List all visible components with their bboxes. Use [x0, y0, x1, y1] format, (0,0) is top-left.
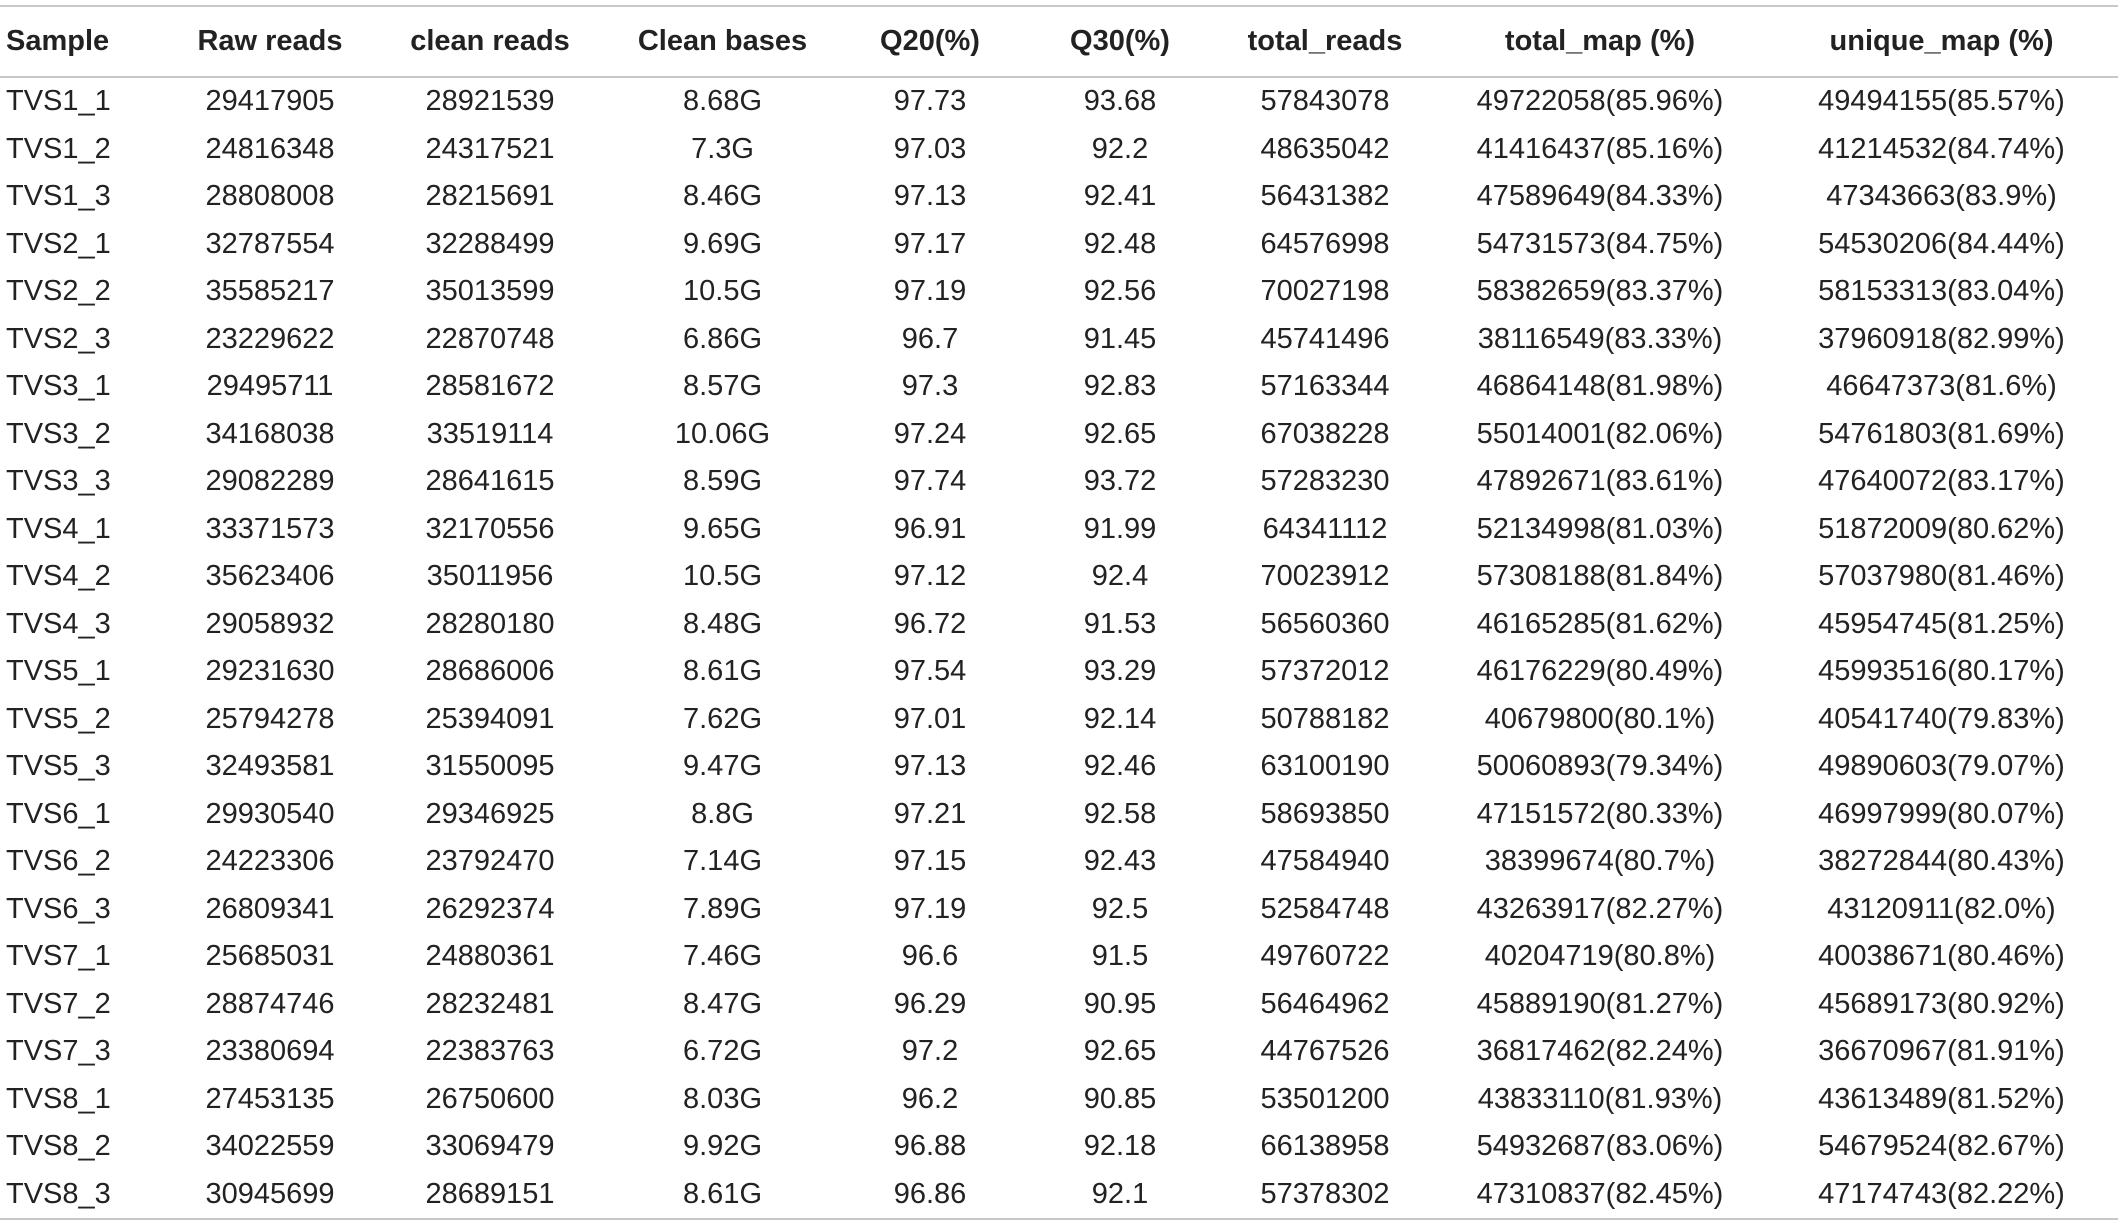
- table-cell: 45741496: [1260, 322, 1390, 355]
- table-cell: 40679800(80.1%): [1484, 702, 1716, 735]
- table-cell: 54932687(83.06%): [1476, 1130, 1724, 1163]
- table-cell: 29417905: [205, 85, 335, 118]
- table-cell: 35585217: [205, 275, 335, 308]
- table-cell: 43613489(81.52%): [1818, 1082, 2065, 1115]
- table-cell: 97.01: [893, 702, 967, 735]
- table-cell: 46165285(81.62%): [1476, 607, 1724, 640]
- table-cell: 27453135: [205, 1082, 335, 1115]
- table-cell: 9.65G: [683, 512, 762, 545]
- table-cell: 96.72: [893, 607, 967, 640]
- table-cell: 64576998: [1260, 227, 1390, 260]
- table-row: [0, 268, 2118, 316]
- table-cell: 47151572(80.33%): [1476, 797, 1724, 830]
- table-cell: 8.57G: [683, 370, 762, 403]
- table-cell: 96.29: [893, 987, 967, 1020]
- table-cell: 25685031: [205, 940, 335, 973]
- table-cell: 23792470: [425, 845, 555, 878]
- table-cell: 57308188(81.84%): [1476, 560, 1724, 593]
- table-cell: 47892671(83.61%): [1476, 465, 1724, 498]
- table-cell: 7.89G: [683, 892, 762, 925]
- table-row: [0, 696, 2118, 744]
- table-cell: 90.85: [1083, 1082, 1157, 1115]
- table-cell: 9.92G: [683, 1130, 762, 1163]
- sequencing-stats-table: [0, 5, 2118, 1220]
- table-cell: 45954745(81.25%): [1818, 607, 2065, 640]
- table-cell: 96.2: [901, 1082, 959, 1115]
- table-cell: 29231630: [205, 655, 335, 688]
- sample-cell: TVS3_2: [6, 417, 111, 450]
- table-row: [0, 886, 2118, 934]
- table-cell: 6.86G: [683, 322, 762, 355]
- table-cell: 29495711: [206, 370, 334, 403]
- column-header: total_reads: [1215, 6, 1435, 77]
- sample-cell: TVS5_3: [6, 750, 111, 783]
- table-row: [0, 506, 2118, 554]
- table-cell: 54679524(82.67%): [1818, 1130, 2065, 1163]
- table-cell: 90.95: [1083, 987, 1157, 1020]
- sample-cell: TVS3_1: [6, 370, 111, 403]
- table-cell: 8.46G: [683, 180, 762, 213]
- header-row: [0, 6, 2118, 77]
- table-cell: 92.56: [1083, 275, 1157, 308]
- table-cell: 28215691: [425, 180, 555, 213]
- table-cell: 40038671(80.46%): [1818, 940, 2065, 973]
- sample-cell: TVS8_2: [6, 1130, 111, 1163]
- table-cell: 32170556: [425, 512, 555, 545]
- table-cell: 97.19: [893, 892, 967, 925]
- table-cell: 92.41: [1083, 180, 1157, 213]
- table-cell: 25394091: [425, 702, 555, 735]
- table-cell: 33371573: [205, 512, 335, 545]
- table-cell: 50788182: [1260, 702, 1390, 735]
- table-cell: 46176229(80.49%): [1476, 655, 1724, 688]
- sample-cell: TVS4_2: [6, 560, 111, 593]
- table-cell: 97.13: [893, 750, 967, 783]
- sample-cell: TVS7_3: [6, 1035, 111, 1068]
- table-cell: 97.21: [893, 797, 967, 830]
- table-cell: 23229622: [205, 322, 335, 355]
- table-cell: 54530206(84.44%): [1818, 227, 2065, 260]
- sample-cell: TVS5_1: [6, 655, 111, 688]
- table-cell: 40204719(80.8%): [1484, 940, 1716, 973]
- table-cell: 92.4: [1091, 560, 1149, 593]
- table-cell: 47343663(83.9%): [1826, 180, 2057, 213]
- table-cell: 50060893(79.34%): [1476, 750, 1724, 783]
- table-cell: 49722058(85.96%): [1476, 85, 1724, 118]
- table-cell: 9.69G: [683, 227, 762, 260]
- table-cell: 56431382: [1260, 180, 1390, 213]
- table-row: [0, 743, 2118, 791]
- table-cell: 56560360: [1260, 607, 1390, 640]
- table-cell: 24880361: [425, 940, 555, 973]
- table-cell: 58693850: [1260, 797, 1390, 830]
- table-cell: 22870748: [425, 322, 555, 355]
- table-cell: 97.3: [901, 370, 959, 403]
- table-cell: 92.14: [1083, 702, 1157, 735]
- table-cell: 66138958: [1260, 1130, 1390, 1163]
- sample-cell: TVS1_1: [6, 85, 111, 118]
- table-cell: 24317521: [425, 132, 555, 165]
- table-cell: 31550095: [425, 750, 555, 783]
- table-cell: 97.17: [893, 227, 967, 260]
- table-row: [0, 173, 2118, 221]
- table-cell: 97.03: [893, 132, 967, 165]
- table-cell: 33519114: [426, 417, 554, 450]
- table-cell: 28581672: [425, 370, 555, 403]
- table-cell: 8.8G: [691, 797, 754, 830]
- table-cell: 10.06G: [674, 417, 771, 450]
- table-cell: 33069479: [425, 1130, 555, 1163]
- column-header: Q20(%): [835, 6, 1025, 77]
- table-cell: 10.5G: [683, 275, 762, 308]
- table-row: [0, 1123, 2118, 1171]
- table-cell: 92.48: [1083, 227, 1157, 260]
- table-cell: 92.18: [1083, 1130, 1157, 1163]
- table-cell: 97.13: [893, 180, 967, 213]
- table-header: [0, 6, 2118, 77]
- table-cell: 43263917(82.27%): [1476, 892, 1724, 925]
- table-cell: 91.99: [1083, 512, 1157, 545]
- table-cell: 52584748: [1260, 892, 1390, 925]
- table-cell: 34022559: [205, 1130, 335, 1163]
- table-cell: 28921539: [425, 85, 555, 118]
- table-cell: 7.14G: [683, 845, 762, 878]
- table-cell: 92.43: [1083, 845, 1157, 878]
- table-cell: 44767526: [1260, 1035, 1390, 1068]
- table-cell: 54731573(84.75%): [1476, 227, 1724, 260]
- table-cell: 92.1: [1025, 1171, 1215, 1220]
- table-cell: 46864148(81.98%): [1476, 370, 1724, 403]
- table-cell: 97.74: [893, 465, 967, 498]
- table-row: [0, 1076, 2118, 1124]
- table-cell: 24223306: [205, 845, 335, 878]
- table-cell: 57037980(81.46%): [1818, 560, 2065, 593]
- table-cell: 22383763: [425, 1035, 555, 1068]
- sample-cell: TVS8_1: [6, 1082, 111, 1115]
- table-cell: 8.68G: [683, 85, 762, 118]
- table-cell: 96.7: [901, 322, 959, 355]
- table-cell: 26809341: [205, 892, 335, 925]
- column-header: Sample: [0, 6, 170, 77]
- table-cell: 91.53: [1083, 607, 1157, 640]
- table-cell: 40541740(79.83%): [1818, 702, 2065, 735]
- table-cell: 96.91: [893, 512, 967, 545]
- table-cell: 57163344: [1260, 370, 1390, 403]
- table-cell: 92.65: [1083, 417, 1157, 450]
- sample-cell: TVS2_3: [6, 322, 111, 355]
- table-cell: 7.3G: [691, 132, 754, 165]
- table-cell: 26292374: [425, 892, 555, 925]
- table-cell: 28641615: [425, 465, 555, 498]
- table-cell: 46647373(81.6%): [1826, 370, 2057, 403]
- table-cell: 29082289: [205, 465, 335, 498]
- table-cell: 57378302: [1215, 1171, 1435, 1220]
- table-cell: 7.62G: [683, 702, 762, 735]
- sample-cell: TVS1_2: [6, 132, 111, 165]
- table-row: [0, 553, 2118, 601]
- table-cell: 43120911(82.0%): [1827, 892, 2056, 925]
- table-cell: 45889190(81.27%): [1476, 987, 1724, 1020]
- table-cell: 45993516(80.17%): [1818, 655, 2065, 688]
- table-cell: 35013599: [425, 275, 555, 308]
- table-cell: 92.2: [1091, 132, 1149, 165]
- table-cell: 46997999(80.07%): [1818, 797, 2065, 830]
- table-cell: 93.68: [1083, 85, 1157, 118]
- table-row: [0, 316, 2118, 364]
- table-cell: 34168038: [205, 417, 335, 450]
- table-cell: 70023912: [1260, 560, 1390, 593]
- table-cell: 97.24: [893, 417, 967, 450]
- table-cell: 23380694: [205, 1035, 335, 1068]
- table-cell: 56464962: [1260, 987, 1390, 1020]
- table-cell: 49890603(79.07%): [1818, 750, 2065, 783]
- sample-cell: TVS7_1: [6, 940, 111, 973]
- table-cell: 93.72: [1083, 465, 1157, 498]
- table-cell: 47174743(82.22%): [1765, 1171, 2118, 1220]
- table-cell: 91.5: [1091, 940, 1149, 973]
- table-cell: 32493581: [205, 750, 335, 783]
- table-row: [0, 1171, 2118, 1220]
- table-cell: 10.5G: [683, 560, 762, 593]
- table-cell: 36817462(82.24%): [1476, 1035, 1724, 1068]
- table-cell: 49494155(85.57%): [1818, 85, 2065, 118]
- table-cell: 49760722: [1260, 940, 1390, 973]
- table-cell: 7.46G: [683, 940, 762, 973]
- table-cell: 30945699: [170, 1171, 370, 1220]
- table-cell: 8.61G: [683, 655, 762, 688]
- table-cell: 25794278: [205, 702, 335, 735]
- table-cell: 93.29: [1083, 655, 1157, 688]
- table-cell: 92.46: [1083, 750, 1157, 783]
- table-cell: 38272844(80.43%): [1818, 845, 2065, 878]
- table-cell: 92.5: [1091, 892, 1149, 925]
- table-row: [0, 221, 2118, 269]
- table-cell: 97.2: [901, 1035, 959, 1068]
- table-row: [0, 1028, 2118, 1076]
- table-row: [0, 933, 2118, 981]
- table-cell: 97.54: [893, 655, 967, 688]
- table-cell: 51872009(80.62%): [1818, 512, 2065, 545]
- sample-cell: TVS8_3: [0, 1171, 170, 1220]
- table-cell: 28689151: [370, 1171, 610, 1220]
- table-cell: 8.48G: [683, 607, 762, 640]
- table-cell: 8.61G: [610, 1171, 835, 1220]
- table-cell: 54761803(81.69%): [1818, 417, 2065, 450]
- table-cell: 28874746: [205, 987, 335, 1020]
- table-cell: 32288499: [425, 227, 555, 260]
- column-header: unique_map (%): [1765, 6, 2118, 77]
- table-cell: 63100190: [1260, 750, 1390, 783]
- column-header: Clean bases: [610, 6, 835, 77]
- table-row: [0, 458, 2118, 506]
- table-cell: 58382659(83.37%): [1476, 275, 1724, 308]
- table-cell: 8.03G: [683, 1082, 762, 1115]
- table-cell: 28232481: [425, 987, 555, 1020]
- table-cell: 52134998(81.03%): [1476, 512, 1724, 545]
- table-cell: 97.19: [893, 275, 967, 308]
- table-cell: 92.83: [1083, 370, 1157, 403]
- table-cell: 92.65: [1083, 1035, 1157, 1068]
- sample-cell: TVS5_2: [6, 702, 111, 735]
- table-row: [0, 77, 2118, 126]
- table-cell: 67038228: [1260, 417, 1390, 450]
- table-cell: 47640072(83.17%): [1818, 465, 2065, 498]
- table-row: [0, 838, 2118, 886]
- table-cell: 8.59G: [683, 465, 762, 498]
- table-cell: 47310837(82.45%): [1435, 1171, 1765, 1220]
- table-cell: 35623406: [205, 560, 335, 593]
- table-cell: 24816348: [205, 132, 335, 165]
- column-header: clean reads: [370, 6, 610, 77]
- table-cell: 64341112: [1262, 512, 1388, 545]
- table-cell: 97.73: [893, 85, 967, 118]
- table-cell: 96.86: [835, 1171, 1025, 1220]
- table-cell: 38399674(80.7%): [1484, 845, 1716, 878]
- table-row: [0, 601, 2118, 649]
- sample-cell: TVS2_2: [6, 275, 111, 308]
- table-cell: 92.58: [1083, 797, 1157, 830]
- table-cell: 91.45: [1083, 322, 1157, 355]
- table-cell: 57372012: [1260, 655, 1390, 688]
- table-cell: 41416437(85.16%): [1476, 132, 1724, 165]
- table-cell: 8.47G: [683, 987, 762, 1020]
- table-cell: 97.15: [893, 845, 967, 878]
- column-header: Q30(%): [1025, 6, 1215, 77]
- sample-cell: TVS4_1: [6, 512, 111, 545]
- table-cell: 96.6: [901, 940, 959, 973]
- table-cell: 57283230: [1260, 465, 1390, 498]
- table-cell: 35011956: [426, 560, 554, 593]
- table-cell: 57843078: [1260, 85, 1390, 118]
- sample-cell: TVS6_3: [6, 892, 111, 925]
- table-cell: 47584940: [1260, 845, 1390, 878]
- column-header: Raw reads: [170, 6, 370, 77]
- table-cell: 70027198: [1260, 275, 1390, 308]
- table-cell: 28808008: [205, 180, 335, 213]
- sample-cell: TVS6_2: [6, 845, 111, 878]
- table-cell: 29346925: [425, 797, 555, 830]
- table-row: [0, 363, 2118, 411]
- table-cell: 26750600: [425, 1082, 555, 1115]
- table-cell: 29930540: [205, 797, 335, 830]
- table-cell: 97.12: [893, 560, 967, 593]
- table-row: [0, 411, 2118, 459]
- table-cell: 29058932: [205, 607, 335, 640]
- table-cell: 96.88: [893, 1130, 967, 1163]
- sample-cell: TVS2_1: [6, 227, 111, 260]
- table-cell: 28686006: [425, 655, 555, 688]
- table-cell: 47589649(84.33%): [1476, 180, 1724, 213]
- column-header: total_map (%): [1435, 6, 1765, 77]
- table-cell: 43833110(81.93%): [1477, 1082, 1723, 1115]
- table-cell: 9.47G: [683, 750, 762, 783]
- table-cell: 36670967(81.91%): [1818, 1035, 2065, 1068]
- sample-cell: TVS1_3: [6, 180, 111, 213]
- table-row: [0, 981, 2118, 1029]
- table-cell: 28280180: [425, 607, 555, 640]
- table-cell: 38116549(83.33%): [1477, 322, 1723, 355]
- table-cell: 45689173(80.92%): [1818, 987, 2065, 1020]
- table-row: [0, 126, 2118, 174]
- sample-cell: TVS4_3: [6, 607, 111, 640]
- table-cell: 55014001(82.06%): [1476, 417, 1724, 450]
- table-cell: 32787554: [205, 227, 335, 260]
- table-row: [0, 648, 2118, 696]
- sample-cell: TVS7_2: [6, 987, 111, 1020]
- table-cell: 41214532(84.74%): [1818, 132, 2065, 165]
- table-cell: 48635042: [1260, 132, 1390, 165]
- table-cell: 6.72G: [683, 1035, 762, 1068]
- table-row: [0, 791, 2118, 839]
- table-cell: 37960918(82.99%): [1818, 322, 2065, 355]
- sample-cell: TVS6_1: [6, 797, 111, 830]
- table-cell: 53501200: [1260, 1082, 1390, 1115]
- table-cell: 58153313(83.04%): [1818, 275, 2065, 308]
- table-body: [0, 77, 2118, 1219]
- sample-cell: TVS3_3: [6, 465, 111, 498]
